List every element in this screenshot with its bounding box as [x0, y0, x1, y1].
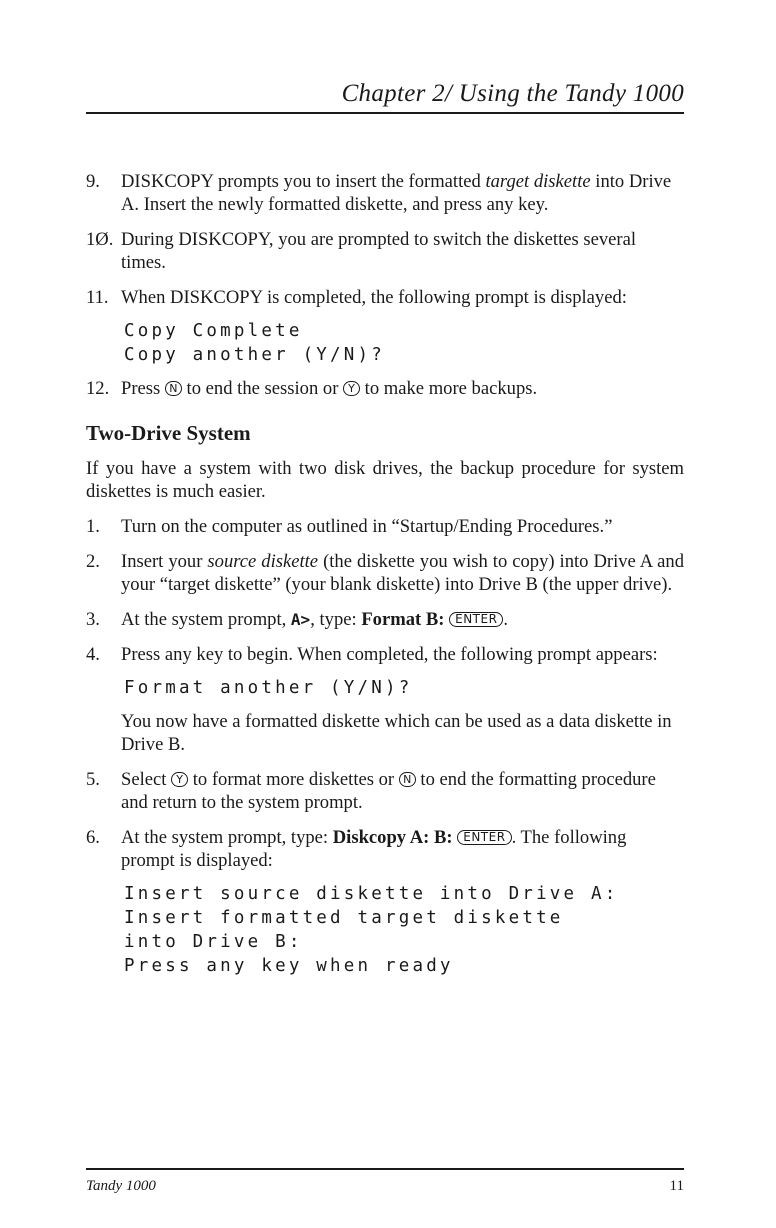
step-text: Select: [121, 769, 172, 790]
step-text: to end the session or: [181, 378, 344, 399]
step-10: [86, 228, 684, 274]
code-line: Insert source diskette into Drive A:: [124, 884, 619, 904]
step-text: Insert your: [121, 551, 208, 572]
step-text: .: [503, 609, 509, 630]
step-text: When DISKCOPY is completed, the following prompt is displayed:: [121, 287, 627, 308]
header-rule: [86, 112, 684, 114]
step-text: At the system prompt, type:: [121, 827, 333, 848]
step-number: 11.: [86, 287, 109, 308]
step-number: 2.: [86, 551, 100, 572]
section-intro: If you have a system with two disk drives, the backup procedure for system diskettes is much easier.: [86, 458, 684, 502]
footer-rule: [86, 1168, 684, 1170]
n-key: N: [399, 772, 416, 787]
enter-key: ENTER: [449, 612, 503, 627]
step-text: to make more backups.: [360, 378, 538, 399]
step-text: DISKCOPY prompts you to insert the formatted: [121, 171, 486, 192]
step-number: 1Ø.: [86, 229, 114, 250]
n-key: N: [165, 381, 182, 396]
code-line: into Drive B:: [124, 932, 303, 952]
step-text: During DISKCOPY, you are prompted to switch the diskettes several times.: [121, 229, 637, 273]
step-9: [86, 170, 684, 216]
code-line: Copy Complete: [124, 321, 303, 341]
step-text: to end the formatting procedure and return to the system prompt.: [121, 769, 656, 813]
running-header: Chapter 2/ Using the Tandy 1000: [341, 80, 684, 107]
section-heading: Two-Drive System: [86, 421, 251, 445]
step-3: [86, 608, 684, 631]
step-text: Turn on the computer as outlined in “Startup/Ending Procedures.”: [121, 516, 613, 537]
step-number: 6.: [86, 827, 100, 848]
step-11: [86, 286, 684, 309]
step-6: [86, 826, 684, 872]
footer-title: Tandy 1000: [86, 1178, 156, 1194]
step-text: (the diskette you wish to copy) into Drive A and your “target diskette” (your blank diskette) into Drive B (the upper drive).: [121, 551, 685, 595]
step-number: 12.: [86, 378, 110, 399]
step-number: 3.: [86, 609, 100, 630]
page-content: [86, 170, 684, 980]
page-number: 11: [669, 1178, 684, 1194]
code-line: Press any key when ready: [124, 956, 454, 976]
step-5: [86, 768, 684, 814]
step-1: [86, 515, 684, 538]
step-number: 4.: [86, 644, 100, 665]
step-text: into Drive A. Insert the newly formatted diskette, and press any key.: [121, 171, 672, 215]
command: Format B:: [361, 609, 445, 630]
step-text: . The following prompt is displayed:: [121, 827, 627, 871]
step-12: [86, 377, 684, 400]
system-prompt: A>: [290, 610, 311, 629]
code-line: Insert formatted target diskette: [124, 908, 564, 928]
step-text: to format more diskettes or: [188, 769, 399, 790]
step-emphasis: source diskette: [207, 551, 319, 572]
step-text: Press: [121, 378, 165, 399]
enter-key: ENTER: [457, 830, 511, 845]
y-key: Y: [343, 381, 360, 396]
step-4: [86, 643, 684, 666]
screen-output: Format another (Y/N)?: [124, 678, 413, 698]
step-number: 9.: [86, 171, 100, 192]
step-2: [86, 550, 684, 596]
screen-output: [124, 319, 684, 367]
command: Diskcopy A: B:: [332, 827, 453, 848]
step-emphasis: target diskette: [485, 171, 591, 192]
screen-output: [124, 882, 684, 978]
step-text: At the system prompt,: [121, 609, 291, 630]
code-line: Copy another (Y/N)?: [124, 345, 385, 365]
step-note: You now have a formatted diskette which can be used as a data diskette in Drive B.: [121, 711, 672, 755]
step-number: 1.: [86, 516, 100, 537]
step-number: 5.: [86, 769, 100, 790]
step-text: Press any key to begin. When completed, the following prompt appears:: [121, 644, 658, 665]
step-text: , type:: [310, 609, 362, 630]
y-key: Y: [171, 772, 188, 787]
